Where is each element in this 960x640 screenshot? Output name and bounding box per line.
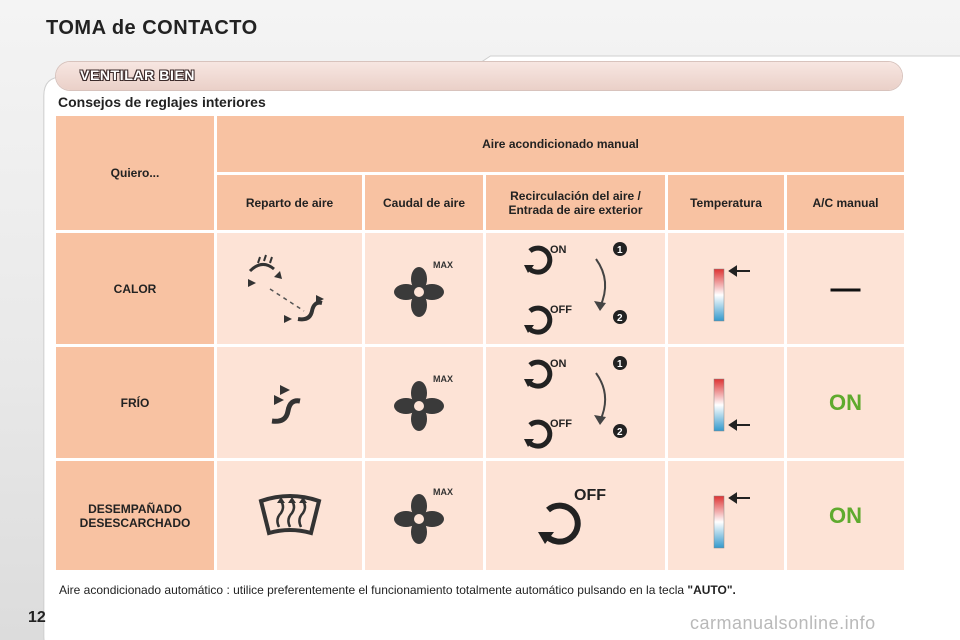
recirculation-cell bbox=[486, 233, 665, 344]
recirc-on-label: ON bbox=[549, 243, 566, 256]
recirc-off-label: OFF bbox=[573, 486, 606, 504]
column-header-distribution: Reparto de aire bbox=[217, 175, 362, 230]
corner-header: Quiero... bbox=[56, 116, 214, 230]
footnote-text: Aire acondicionado automático : utilice preferentemente el funcionamiento totalmente automático pulsando en la tecla bbox=[59, 583, 688, 597]
ac-on-label: ON bbox=[829, 502, 862, 528]
distribution-cell bbox=[217, 233, 362, 344]
temperature-hot-icon bbox=[696, 476, 756, 556]
settings-table bbox=[56, 116, 904, 570]
section-banner-label: VENTILAR BIEN bbox=[80, 67, 196, 83]
temperature-cell bbox=[668, 347, 784, 458]
fan-max-label: MAX bbox=[433, 486, 453, 497]
ac-cell bbox=[787, 461, 904, 570]
windscreen-and-feet-icon bbox=[240, 249, 340, 329]
column-header-ac: A/C manual bbox=[787, 175, 904, 230]
recirculation-off-icon bbox=[526, 476, 626, 556]
recirculation-on-off-icon bbox=[516, 351, 636, 455]
row-label-desempanado: DESEMPAÑADO DESESCARCHADO bbox=[56, 461, 214, 570]
step-2-label: 2 bbox=[616, 426, 623, 438]
fan-max-icon bbox=[389, 481, 459, 551]
step-1-label: 1 bbox=[616, 244, 623, 256]
ac-cell bbox=[787, 233, 904, 344]
footnote bbox=[59, 583, 736, 597]
recirc-on-label: ON bbox=[549, 357, 566, 370]
temperature-cell bbox=[668, 233, 784, 344]
column-header-recirculation: Recirculación del aire / Entrada de aire exterior bbox=[486, 175, 665, 230]
face-vent-icon bbox=[260, 373, 320, 433]
watermark: carmanualsonline.info bbox=[690, 613, 876, 633]
recirculation-cell bbox=[486, 461, 665, 570]
distribution-cell bbox=[217, 347, 362, 458]
ac-dash-label: — bbox=[830, 271, 861, 305]
footnote-key: "AUTO". bbox=[687, 583, 736, 597]
section-subtitle: Consejos de reglajes interiores bbox=[58, 94, 266, 110]
recirc-off-label: OFF bbox=[549, 303, 572, 316]
recirc-off-label: OFF bbox=[549, 417, 572, 430]
temperature-cold-icon bbox=[696, 363, 756, 443]
flow-cell bbox=[365, 461, 483, 570]
fan-max-label: MAX bbox=[433, 373, 453, 384]
step-2-label: 2 bbox=[616, 312, 623, 324]
distribution-cell bbox=[217, 461, 362, 570]
page-title: TOMA de CONTACTO bbox=[46, 17, 258, 39]
ac-on-label: ON bbox=[829, 389, 862, 415]
temperature-cell bbox=[668, 461, 784, 570]
recirculation-cell bbox=[486, 347, 665, 458]
ac-cell bbox=[787, 347, 904, 458]
fan-max-icon bbox=[389, 254, 459, 324]
row-label-calor: CALOR bbox=[56, 233, 214, 344]
page-number: 12 bbox=[28, 609, 46, 626]
flow-cell bbox=[365, 233, 483, 344]
fan-max-icon bbox=[389, 368, 459, 438]
temperature-hot-icon bbox=[696, 249, 756, 329]
step-1-label: 1 bbox=[616, 358, 623, 370]
column-header-flow: Caudal de aire bbox=[365, 175, 483, 230]
group-header: Aire acondicionado manual bbox=[217, 116, 904, 172]
flow-cell bbox=[365, 347, 483, 458]
windscreen-demist-icon bbox=[255, 491, 325, 541]
section-banner bbox=[56, 62, 902, 90]
recirculation-on-off-icon bbox=[516, 237, 636, 341]
column-header-temperature: Temperatura bbox=[668, 175, 784, 230]
fan-max-label: MAX bbox=[433, 259, 453, 270]
row-label-frio: FRÍO bbox=[56, 347, 214, 458]
